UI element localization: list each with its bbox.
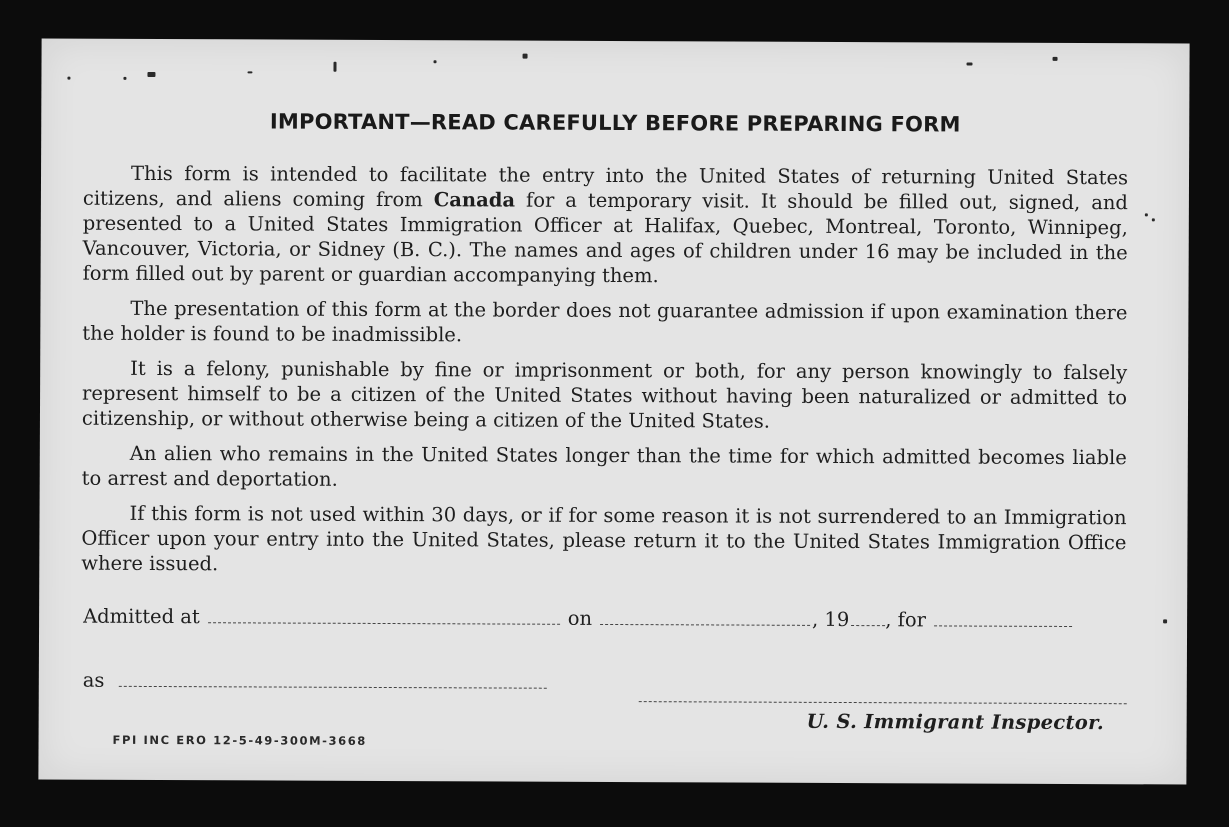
as-label: as [82,668,105,692]
scan-specks [42,38,1190,43]
instructions-body [81,161,1128,591]
year-field[interactable] [851,613,885,626]
date-field[interactable] [600,612,810,626]
paragraph-admission-notice: The presentation of this form at the border does not guarantee admission if upon examination there the holder is found to be inadmissible. [82,296,1128,347]
inspector-signature-field[interactable] [639,701,1127,704]
admitted-at-field[interactable] [208,610,560,625]
paragraph-felony-warning: It is a felony, punishable by fine or imprisonment or both, for any person knowingly to falsely represent himself to be a citizen of the United States without having been naturalized or admitted to citizenship, or without otherwise being a citizen of the United States. [81,356,1128,433]
year-label: , 19 [812,607,850,632]
on-label: on [567,606,593,630]
paragraph-return-instructions: If this form is not used within 30 days, or if for some reason it is not surrendered to an Immigration Officer upon your entry into the United States, please return it to the United States Immigration Office where issued. [81,501,1127,576]
admitted-at-label: Admitted at [83,604,200,629]
admission-class-field[interactable] [118,674,546,689]
duration-field[interactable] [934,613,1072,627]
form-title: IMPORTANT—READ CAREFULLY BEFORE PREPARING FORM [269,109,961,137]
for-label: , for [885,608,927,632]
form-print-code: FPI INC ERO 12-5-49-300M-3668 [112,732,367,748]
inspector-signature-label: U. S. Immigrant Inspector. [806,709,1105,735]
paragraph-purpose: This form is intended to facilitate the entry into the United States of returning United States citizens, and aliens coming from Canada for a temporary visit. It should be filled out, signed, and presented to a United States Immigration Officer at Halifax, Quebec, Montreal, Toronto, Winnipeg, Vancouver, Victoria, or Sidney (B. C.). The names and ages of children under 16 may be included in the form filled out by parent or guardian accompanying them. [82,161,1129,288]
as-row [83,669,555,694]
form-card [38,38,1189,784]
paragraph-deportation-notice: An alien who remains in the United States longer than the time for which admitted becomes liable to arrest and deportation. [81,441,1127,491]
admitted-row [83,605,1080,632]
country-name: Canada [433,188,516,212]
